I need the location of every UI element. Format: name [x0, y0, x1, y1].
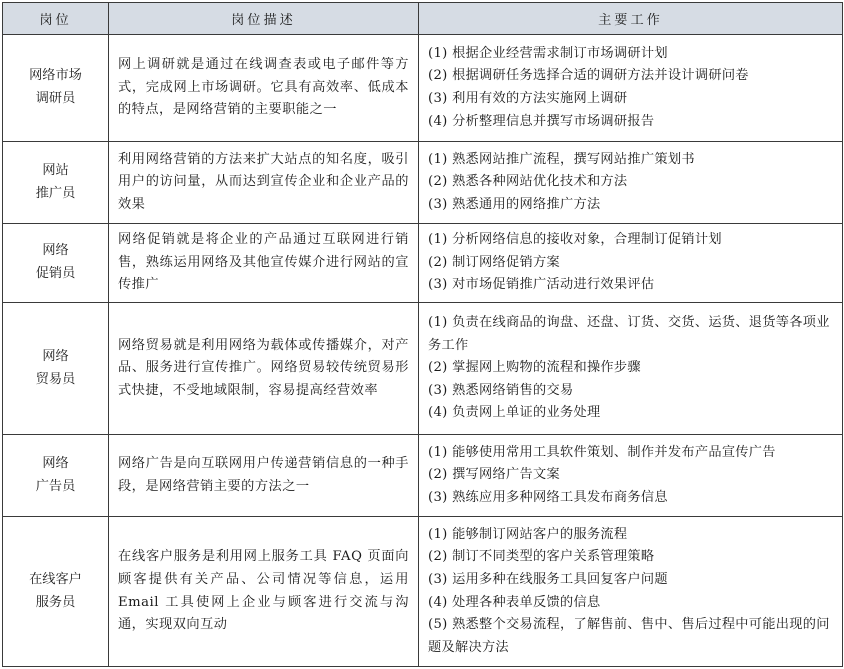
position-line: 服务员 — [35, 594, 76, 610]
table-row — [3, 435, 843, 517]
position-cell — [3, 35, 109, 142]
position-line: 贸易员 — [35, 371, 76, 387]
work-cell — [419, 517, 843, 667]
header-row — [3, 3, 843, 35]
header-description: 岗位描述 — [109, 3, 419, 35]
work-cell — [419, 35, 843, 142]
work-item: (3) 运用多种在线服务工具回复客户问题 — [428, 571, 668, 587]
table-row — [3, 303, 843, 435]
work-cell — [419, 435, 843, 517]
header-work: 主要工作 — [419, 3, 843, 35]
position-cell — [3, 303, 109, 435]
position-line: 网络市场 — [29, 68, 82, 84]
work-cell — [419, 224, 843, 303]
description-cell: 网络广告是向互联网用户传递营销信息的一种手段，是网络营销主要的方法之一 — [109, 435, 419, 517]
work-item: (4) 处理各种表单反馈的信息 — [428, 594, 601, 610]
position-line: 推广员 — [35, 185, 76, 201]
work-item: (2) 熟悉各种网站优化技术和方法 — [428, 174, 628, 190]
work-item: (2) 根据调研任务选择合适的调研方法并设计调研问卷 — [428, 68, 749, 84]
work-item: (1) 能够使用常用工具软件策划、制作并发布产品宣传广告 — [428, 444, 776, 460]
work-item: (4) 负责网上单证的业务处理 — [428, 405, 601, 421]
work-item: (3) 熟练应用多种网络工具发布商务信息 — [428, 489, 668, 505]
work-item: (5) 熟悉整个交易流程，了解售前、售中、售后过程中可能出现的问题及解决方法 — [428, 617, 830, 655]
header-position: 岗位 — [3, 3, 109, 35]
work-cell — [419, 142, 843, 224]
position-line: 网站 — [42, 162, 69, 178]
description-cell: 网上调研就是通过在线调查表或电子邮件等方式，完成网上市场调研。它具有高效率、低成本的特点，是网络营销的主要职能之一 — [109, 35, 419, 142]
table-row — [3, 224, 843, 303]
work-item: (1) 熟悉网站推广流程，撰写网站推广策划书 — [428, 151, 695, 167]
description-cell: 在线客户服务是利用网上服务工具 FAQ 页面向顾客提供有关产品、公司情况等信息，运用 Email 工具使网上企业与顾客进行交流与沟通，实现双向互动 — [109, 517, 419, 667]
position-line: 网络 — [42, 348, 69, 364]
work-item: (1) 分析网络信息的接收对象，合理制订促销计划 — [428, 232, 722, 248]
position-cell — [3, 435, 109, 517]
description-cell: 利用网络营销的方法来扩大站点的知名度，吸引用户的访问量，从而达到宣传企业和企业产品的效果 — [109, 142, 419, 224]
position-cell — [3, 142, 109, 224]
work-item: (3) 对市场促销推广活动进行效果评估 — [428, 277, 655, 293]
position-line: 在线客户 — [29, 571, 82, 587]
job-table — [2, 2, 843, 667]
description-cell: 网络贸易就是利用网络为载体或传播媒介，对产品、服务进行宣传推广。网络贸易较传统贸易形式快捷，不受地域限制，容易提高经营效率 — [109, 303, 419, 435]
work-item: (1) 根据企业经营需求制订市场调研计划 — [428, 45, 668, 61]
work-item: (1) 能够制订网站客户的服务流程 — [428, 526, 628, 542]
work-item: (2) 撰写网络广告文案 — [428, 467, 560, 483]
work-item: (3) 利用有效的方法实施网上调研 — [428, 91, 628, 106]
position-line: 网络 — [42, 455, 69, 471]
table-row — [3, 142, 843, 224]
position-line: 网络 — [42, 243, 69, 259]
work-cell — [419, 303, 843, 435]
position-cell — [3, 224, 109, 303]
work-item: (3) 熟悉通用的网络推广方法 — [428, 196, 601, 212]
work-item: (2) 制订不同类型的客户关系管理策略 — [428, 549, 655, 565]
position-cell — [3, 517, 109, 667]
table-row — [3, 517, 843, 667]
work-item: (3) 熟悉网络销售的交易 — [428, 382, 574, 398]
position-line: 广告员 — [35, 478, 76, 494]
position-line: 促销员 — [35, 266, 76, 281]
description-cell: 网络促销就是将企业的产品通过互联网进行销售，熟练运用网络及其他宣传媒介进行网站的宣传推广 — [109, 224, 419, 303]
position-line: 调研员 — [35, 91, 76, 106]
work-item: (2) 制订网络促销方案 — [428, 254, 560, 270]
table-row — [3, 35, 843, 142]
work-item: (4) 分析整理信息并撰写市场调研报告 — [428, 113, 655, 129]
work-item: (2) 掌握网上购物的流程和操作步骤 — [428, 360, 641, 376]
work-item: (1) 负责在线商品的询盘、还盘、订货、交货、运货、退货等各项业务工作 — [428, 315, 830, 353]
